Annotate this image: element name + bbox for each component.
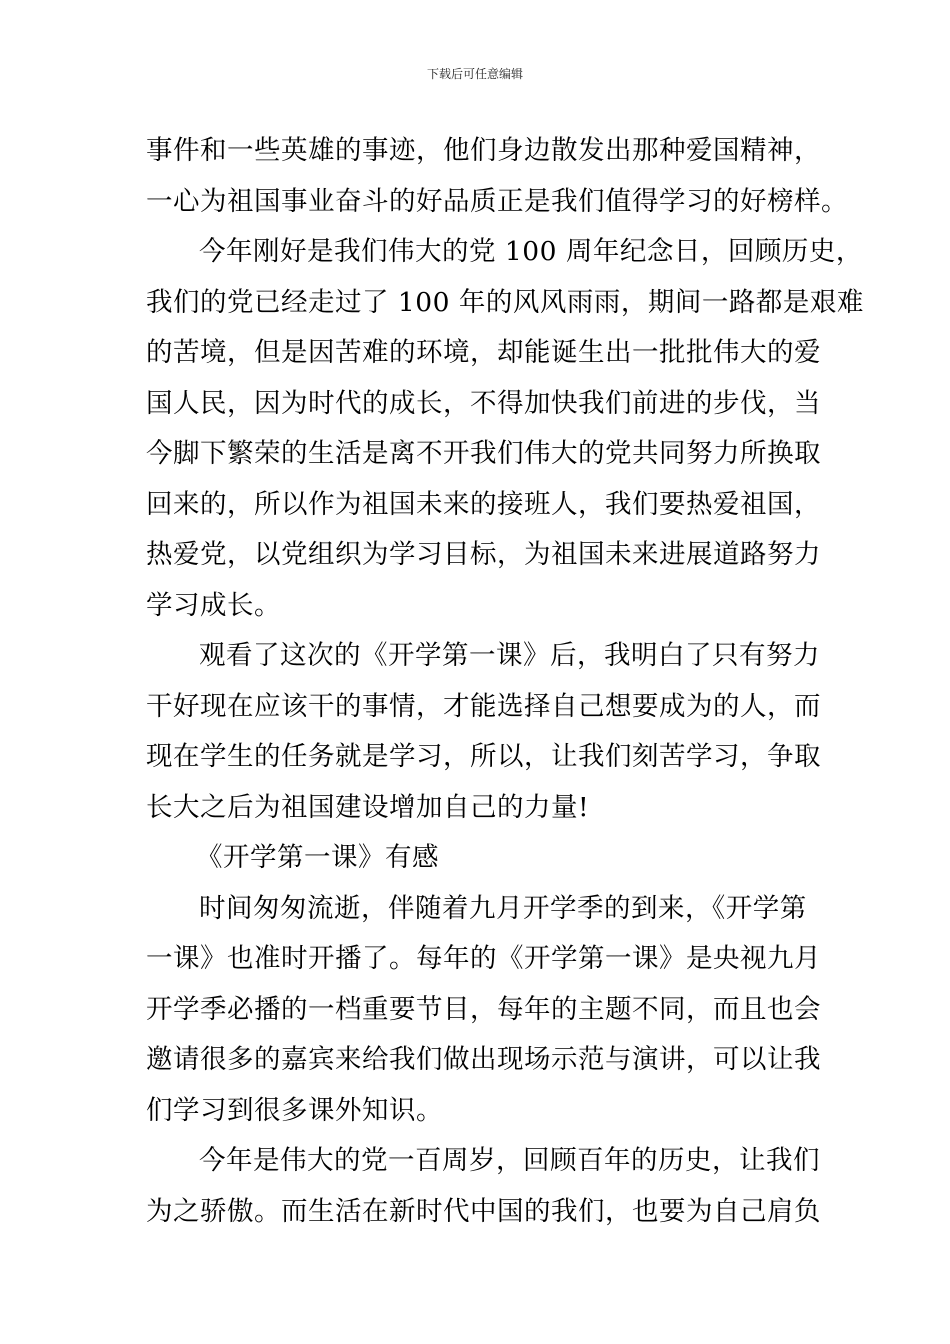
text-line: 学习成长。: [146, 589, 281, 621]
text-line: 热爱党，以党组织为学习目标，为祖国未来进展道路努力: [146, 539, 821, 570]
text-line: 干好现在应该干的事情，才能选择自己想要成为的人，而: [146, 690, 821, 722]
document-body: [146, 126, 864, 1237]
text-line: 开学季必播的一档重要节目，每年的主题不同，而且也会: [146, 993, 821, 1025]
text-line: 们学习到很多课外知识。: [146, 1094, 443, 1126]
text-line: 现在学生的任务就是学习，所以，让我们刻苦学习，争取: [146, 741, 821, 772]
text-line: 我们的党已经走过了 100 年的风风雨雨，期间一路都是艰难: [146, 286, 864, 318]
text-line: 的苦境，但是因苦难的环境，却能诞生出一批批伟大的爱: [146, 337, 821, 368]
text-line: 一心为祖国事业奋斗的好品质正是我们值得学习的好榜样。: [146, 185, 848, 217]
section-subtitle: 《开学第一课》有感: [196, 842, 439, 873]
page-header: 下载后可任意编辑: [426, 67, 523, 81]
paragraph-start-line: 今年刚好是我们伟大的党 100 周年纪念日，回顾历史，: [199, 236, 863, 267]
paragraph-start-line: 时间匆匆流逝，伴随着九月开学季的到来，《开学第: [199, 892, 807, 924]
text-line: 事件和一些英雄的事迹，他们身边散发出那种爱国精神，: [146, 135, 821, 166]
text-line: 回来的，所以作为祖国未来的接班人，我们要热爱祖国，: [146, 488, 821, 520]
text-line: 今脚下繁荣的生活是离不开我们伟大的党共同努力所换取: [146, 438, 821, 469]
paragraph-start-line: 观看了这次的《开学第一课》后，我明白了只有努力: [199, 640, 820, 671]
text-line: 为之骄傲。而生活在新时代中国的我们，也要为自己肩负: [146, 1195, 821, 1227]
text-line: 国人民，因为时代的成长，不得加快我们前进的步伐，当: [146, 387, 821, 419]
text-line: 邀请很多的嘉宾来给我们做出现场示范与演讲，可以让我: [146, 1044, 821, 1075]
text-line: 长大之后为祖国建设增加自己的力量!: [146, 791, 590, 823]
text-line: 一课》也准时开播了。每年的《开学第一课》是央视九月: [146, 943, 821, 974]
paragraph-start-line: 今年是伟大的党一百周岁，回顾百年的历史，让我们: [199, 1145, 820, 1176]
